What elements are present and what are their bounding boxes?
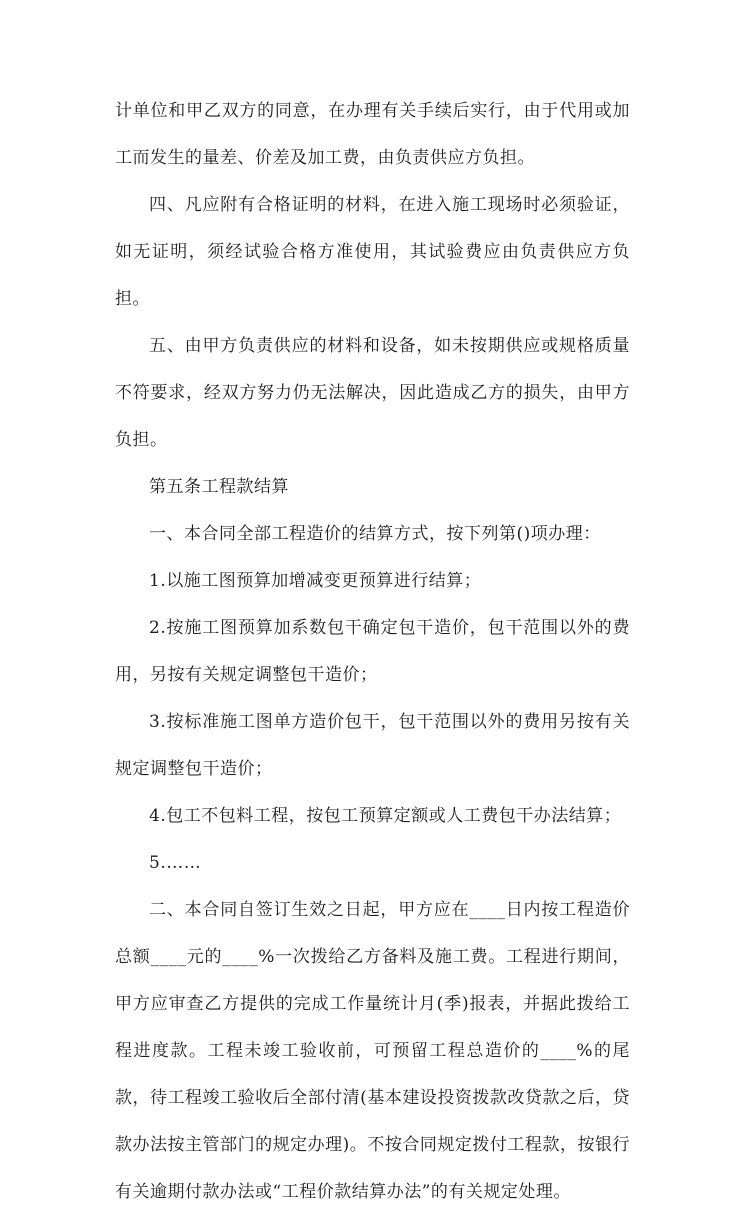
paragraph-payment-terms: 二、本合同自签订生效之日起，甲方应在____日内按工程造价总额____元的____%一次拨给乙方备料及施工费。工程进行期间，甲方应审查乙方提供的完成工作量统计月(季)报表，并据此拨给工程进度款。工程未竣工验收前，可预留工程总造价的____%的尾款，待工程竣工验收后全部付清(基本建设投资拨款改贷款之后，贷款办法按主管部门的规定办理)。不按合同规定拨付工程款，按银行有关逾期付款办法或“工程价款结算办法”的有关规定处理。 [115,900,630,1202]
paragraph-settlement-method: 一、本合同全部工程造价的结算方式，按下列第()项办理： [149,524,601,544]
paragraph-option-4: 4.包工不包料工程，按包工预算定额或人工费包干办法结算； [149,806,622,826]
section-heading-article-5: 第五条工程款结算 [149,477,289,497]
paragraph-option-5: 5.…… [149,853,202,873]
paragraph-option-3: 3.按标准施工图单方造价包干，包干范围以外的费用另按有关规定调整包干造价； [115,712,630,779]
paragraph-clause-4: 四、凡应附有合格证明的材料，在进入施工现场时必须验证，如无证明，须经试验合格方准使用，其试验费应由负责供应方负担。 [115,195,630,309]
paragraph-continuation: 计单位和甲乙双方的同意，在办理有关手续后实行，由于代用或加工而发生的量差、价差及加工费，由负责供应方负担。 [115,101,630,168]
paragraph-clause-5: 五、由甲方负责供应的材料和设备，如未按期供应或规格质量不符要求，经双方努力仍无法解决，因此造成乙方的损失，由甲方负担。 [115,336,630,450]
paragraph-option-1: 1.以施工图预算加增减变更预算进行结算； [149,571,482,591]
contract-body [115,88,630,1216]
paragraph-option-2: 2.按施工图预算加系数包干确定包干造价，包干范围以外的费用，另按有关规定调整包干造价； [115,618,630,685]
